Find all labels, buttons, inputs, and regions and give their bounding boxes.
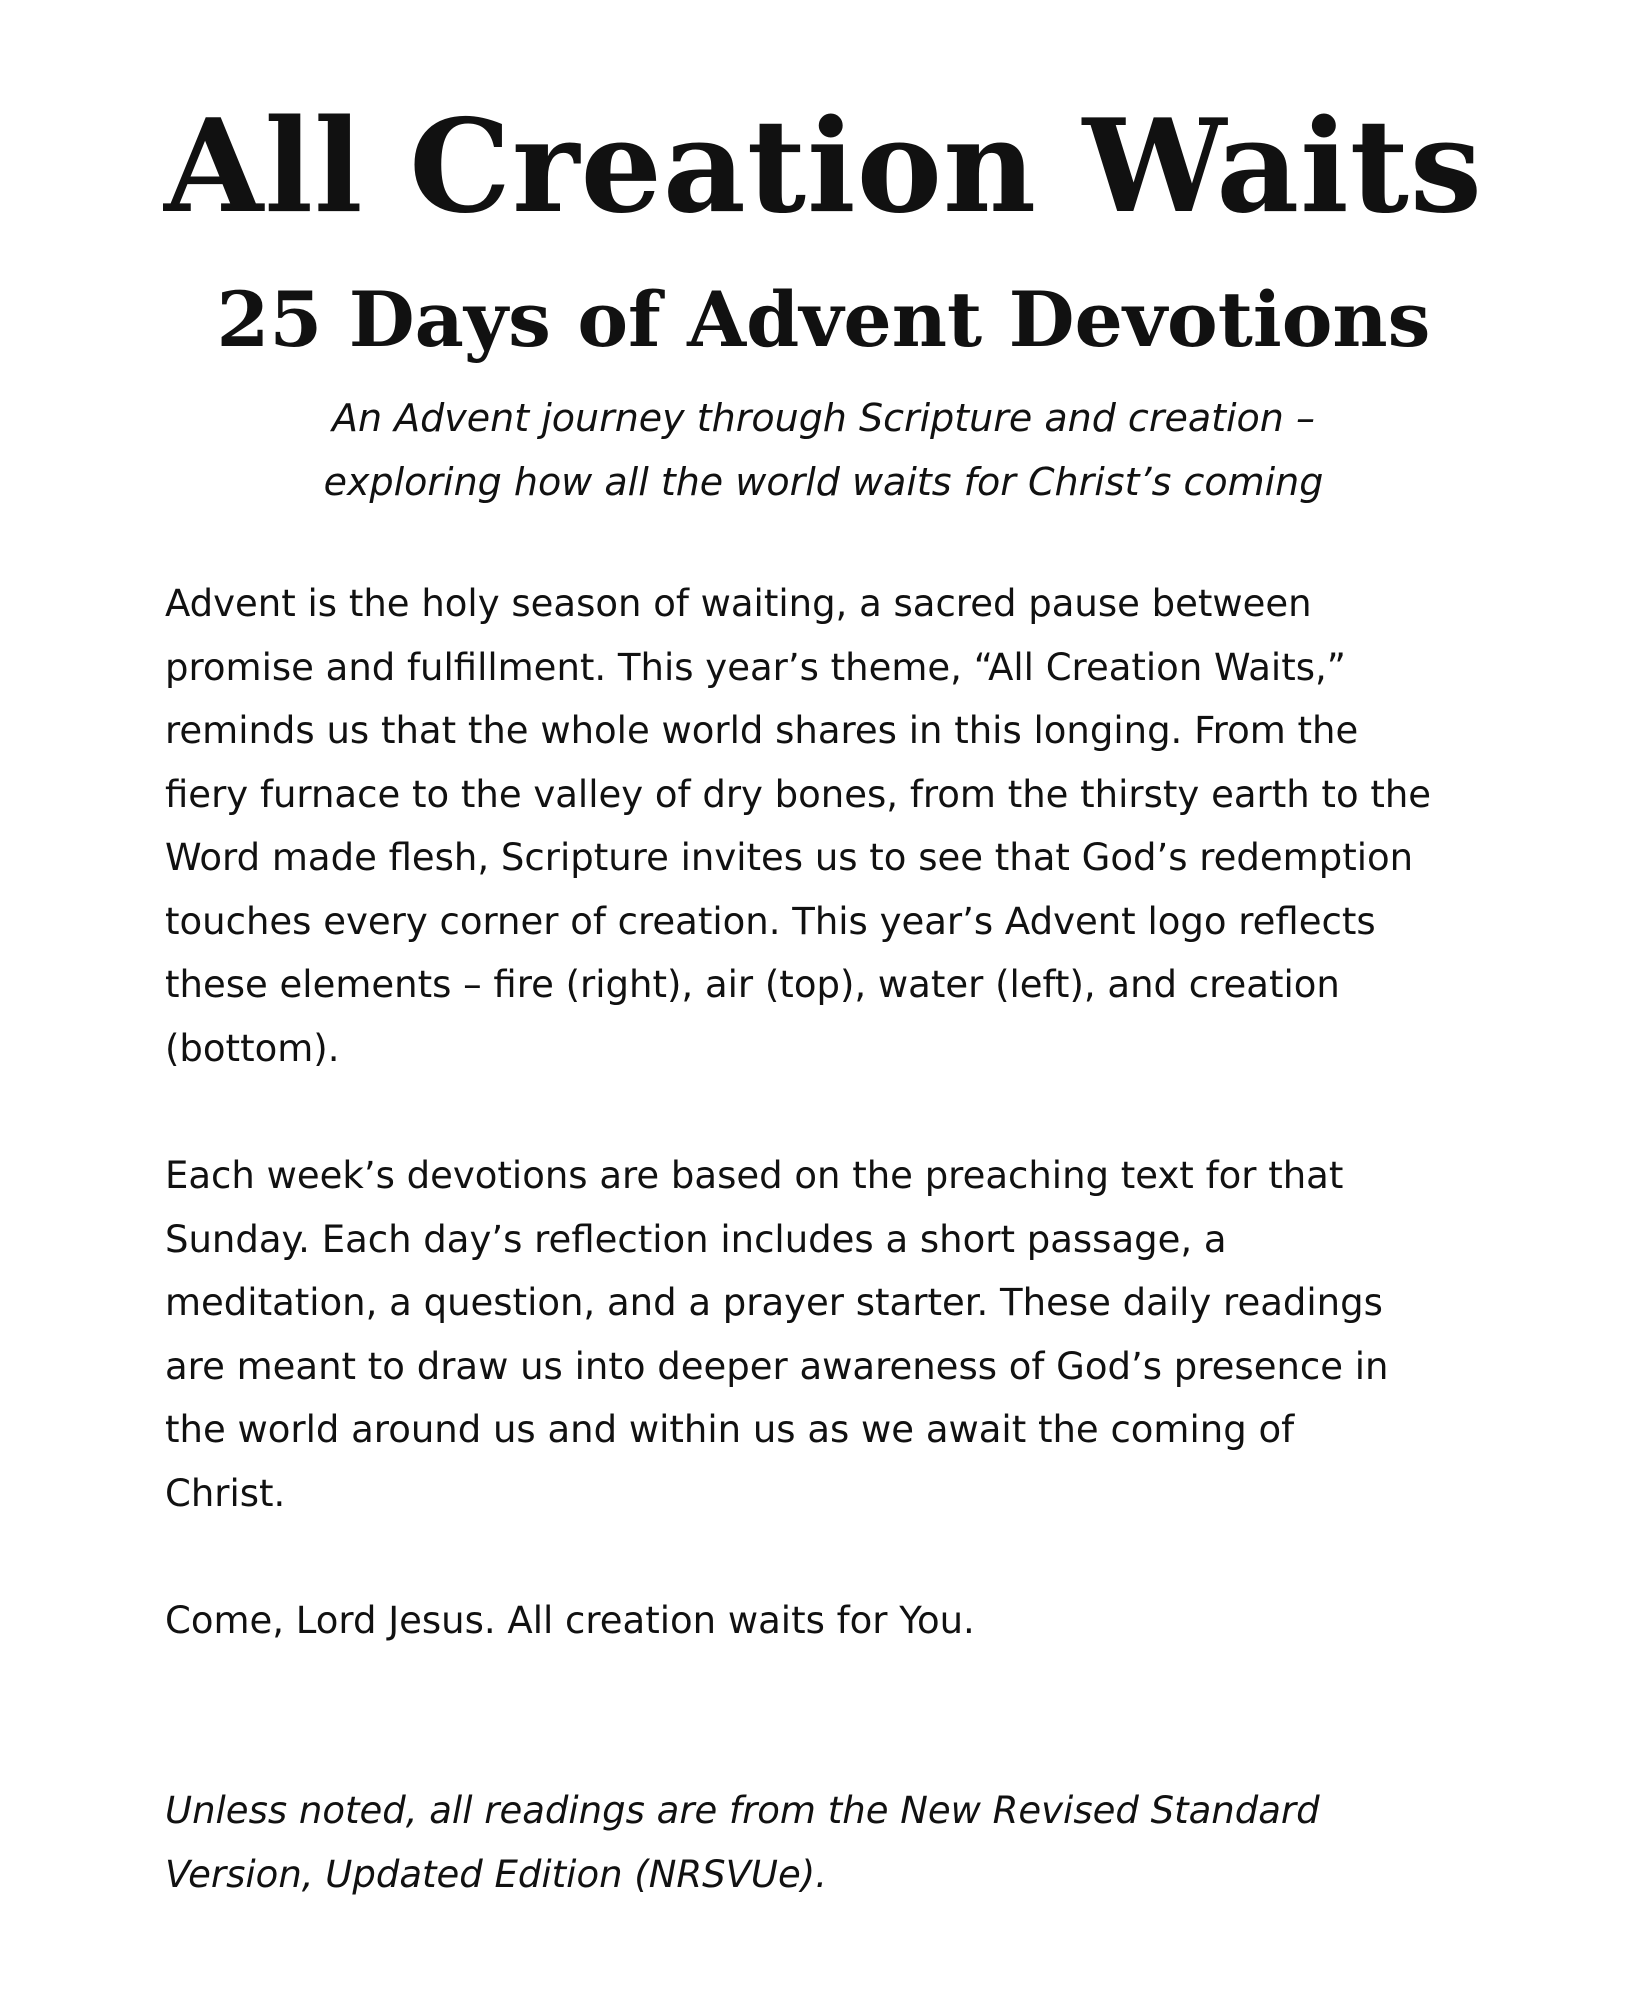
paragraph-line: Advent is the holy season of waiting, a sacred pause between (165, 582, 1312, 625)
paragraph-line: reminds us that the whole world shares in this longing. From the (165, 709, 1359, 752)
paragraph-line: Christ. (165, 1471, 286, 1515)
paragraph-line: fiery furnace to the valley of dry bones, from the thirsty earth to the (165, 772, 1432, 816)
translation-note (165, 1779, 1505, 1906)
note-line: Version, Updated Edition (NRSVUe). (165, 1852, 827, 1896)
note-line: Unless noted, all readings are from the New Revised Standard (165, 1789, 1320, 1832)
document-subtitle: 25 Days of Advent Devotions (216, 275, 1431, 364)
paragraph-line: touches every corner of creation. This year’s Advent logo reflects (165, 899, 1376, 943)
paragraph-line: Sunday. Each day’s reflection includes a short passage, a (165, 1217, 1227, 1261)
tagline-line: An Advent journey through Scripture and creation – (332, 396, 1315, 440)
paragraph-line: (bottom). (165, 1026, 340, 1070)
tagline-line: exploring how all the world waits for Christ’s coming (323, 460, 1324, 504)
paragraph-line: promise and fulfillment. This year’s theme, “All Creation Waits,” (165, 645, 1346, 689)
paragraph-line: these elements – fire (right), air (top), water (left), and creation (165, 963, 1340, 1006)
tagline (0, 386, 1647, 514)
document-title: All Creation Waits (164, 92, 1483, 242)
intro-paragraph (165, 572, 1505, 1080)
paragraph-line: are meant to draw us into deeper awareness of God’s presence in (165, 1344, 1389, 1388)
closing-paragraph (165, 1589, 1505, 1653)
closing-line: Come, Lord Jesus. All creation waits for You. (165, 1599, 975, 1642)
paragraph-line: meditation, a question, and a prayer starter. These daily readings (165, 1281, 1383, 1324)
devotions-paragraph (165, 1144, 1505, 1525)
paragraph-line: Each week’s devotions are based on the preaching text for that (165, 1154, 1344, 1197)
paragraph-line: the world around us and within us as we await the coming of (165, 1408, 1295, 1451)
paragraph-line: Word made flesh, Scripture invites us to see that God’s redemption (165, 836, 1414, 879)
